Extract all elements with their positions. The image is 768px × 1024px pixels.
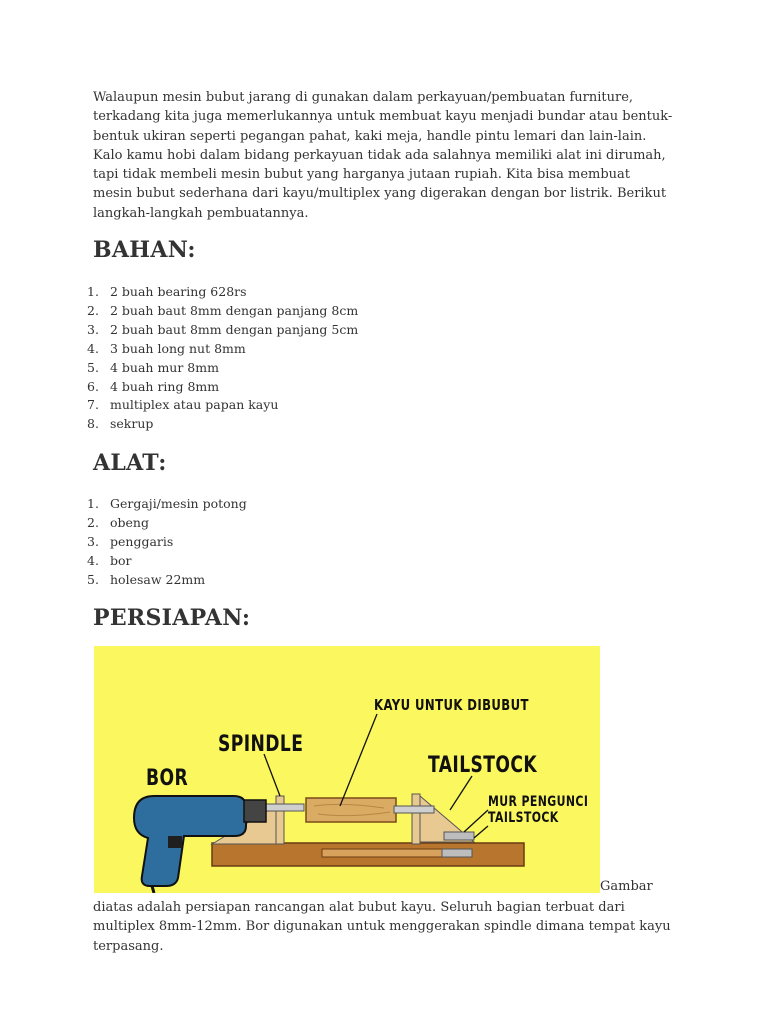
caption-text: diatas adalah persiapan rancangan alat bubut kayu. Seluruh bagian terbuat dari multiplex 8mm-12mm. Bor digunakan untuk menggerakan spindle dimana tempat kayu terpasang.: [93, 900, 671, 954]
drill-cable: [152, 886, 154, 893]
list-item: 3. 2 buah baut 8mm dengan panjang 5cm: [87, 321, 359, 337]
bahan-list: [87, 283, 358, 434]
intro-block: [93, 88, 673, 223]
label-mur-tailstock: TAILSTOCK: [488, 810, 559, 826]
list-item: 7. multiplex atau papan kayu: [87, 397, 279, 413]
list-item: 1. Gergaji/mesin potong: [87, 496, 247, 511]
caption-lead: Gambar: [600, 879, 653, 894]
lock-nut-lower: [442, 849, 472, 857]
tailstock-bolt: [394, 806, 434, 813]
list-item: 5. 4 buah mur 8mm: [87, 359, 219, 375]
list-item: 3. penggaris: [87, 533, 174, 549]
alat-list: [87, 495, 247, 590]
list-item: 4. 3 buah long nut 8mm: [87, 340, 246, 356]
lock-nut: [444, 832, 474, 840]
tailstock-plate: [412, 794, 420, 844]
spindle-bolt: [262, 804, 304, 811]
label-spindle: SPINDLE: [218, 732, 304, 757]
drill-chuck: [244, 800, 266, 822]
wood-workpiece: [306, 798, 396, 822]
label-kayu: KAYU UNTUK DIBUBUT: [374, 696, 529, 714]
list-item: 6. 4 buah ring 8mm: [87, 378, 220, 394]
list-item: 8. sekrup: [87, 416, 154, 432]
label-tailstock: TAILSTOCK: [428, 753, 538, 778]
pointer-kayu: [340, 714, 377, 806]
intro-paragraph: Walaupun mesin bubut jarang di gunakan dalam perkayuan/pembuatan furniture, terkadang kita juga memerlukannya untuk membuat kayu menjadi bundar atau bentuk-bentuk ukiran seperti pegangan pahat, kaki meja, handle pintu lemari dan lain-lain. Kalo kamu hobi dalam bidang perkayuan tidak ada salahnya memiliki alat ini dirumah, tapi tidak membeli mesin bubut yang harganya jutaan rupiah. Kita bisa membuat mesin bubut sederhana dari kayu/multiplex yang digerakan dengan bor listrik. Berikut langkah-langkah pembuatannya.: [93, 90, 673, 221]
drill-trigger: [168, 836, 182, 848]
pointer-spindle: [264, 754, 280, 796]
heading-persiapan: PERSIAPAN:: [93, 605, 251, 631]
heading-bahan: BAHAN:: [93, 237, 196, 263]
list-item: 4. bor: [87, 552, 132, 568]
list-item: 2. obeng: [87, 514, 149, 530]
label-mur-pengunci: MUR PENGUNCI: [488, 794, 589, 810]
pointer-mur-2: [474, 826, 488, 838]
list-item: 2. 2 buah baut 8mm dengan panjang 8cm: [87, 302, 359, 318]
lathe-diagram-figure: [94, 646, 600, 893]
list-item: 5. holesaw 22mm: [87, 571, 206, 587]
list-item: 1. 2 buah bearing 628rs: [87, 284, 247, 299]
label-bor: BOR: [146, 766, 189, 791]
heading-alat: ALAT:: [93, 450, 167, 476]
pointer-tailstock: [450, 776, 472, 810]
spindle-plate: [276, 796, 284, 844]
